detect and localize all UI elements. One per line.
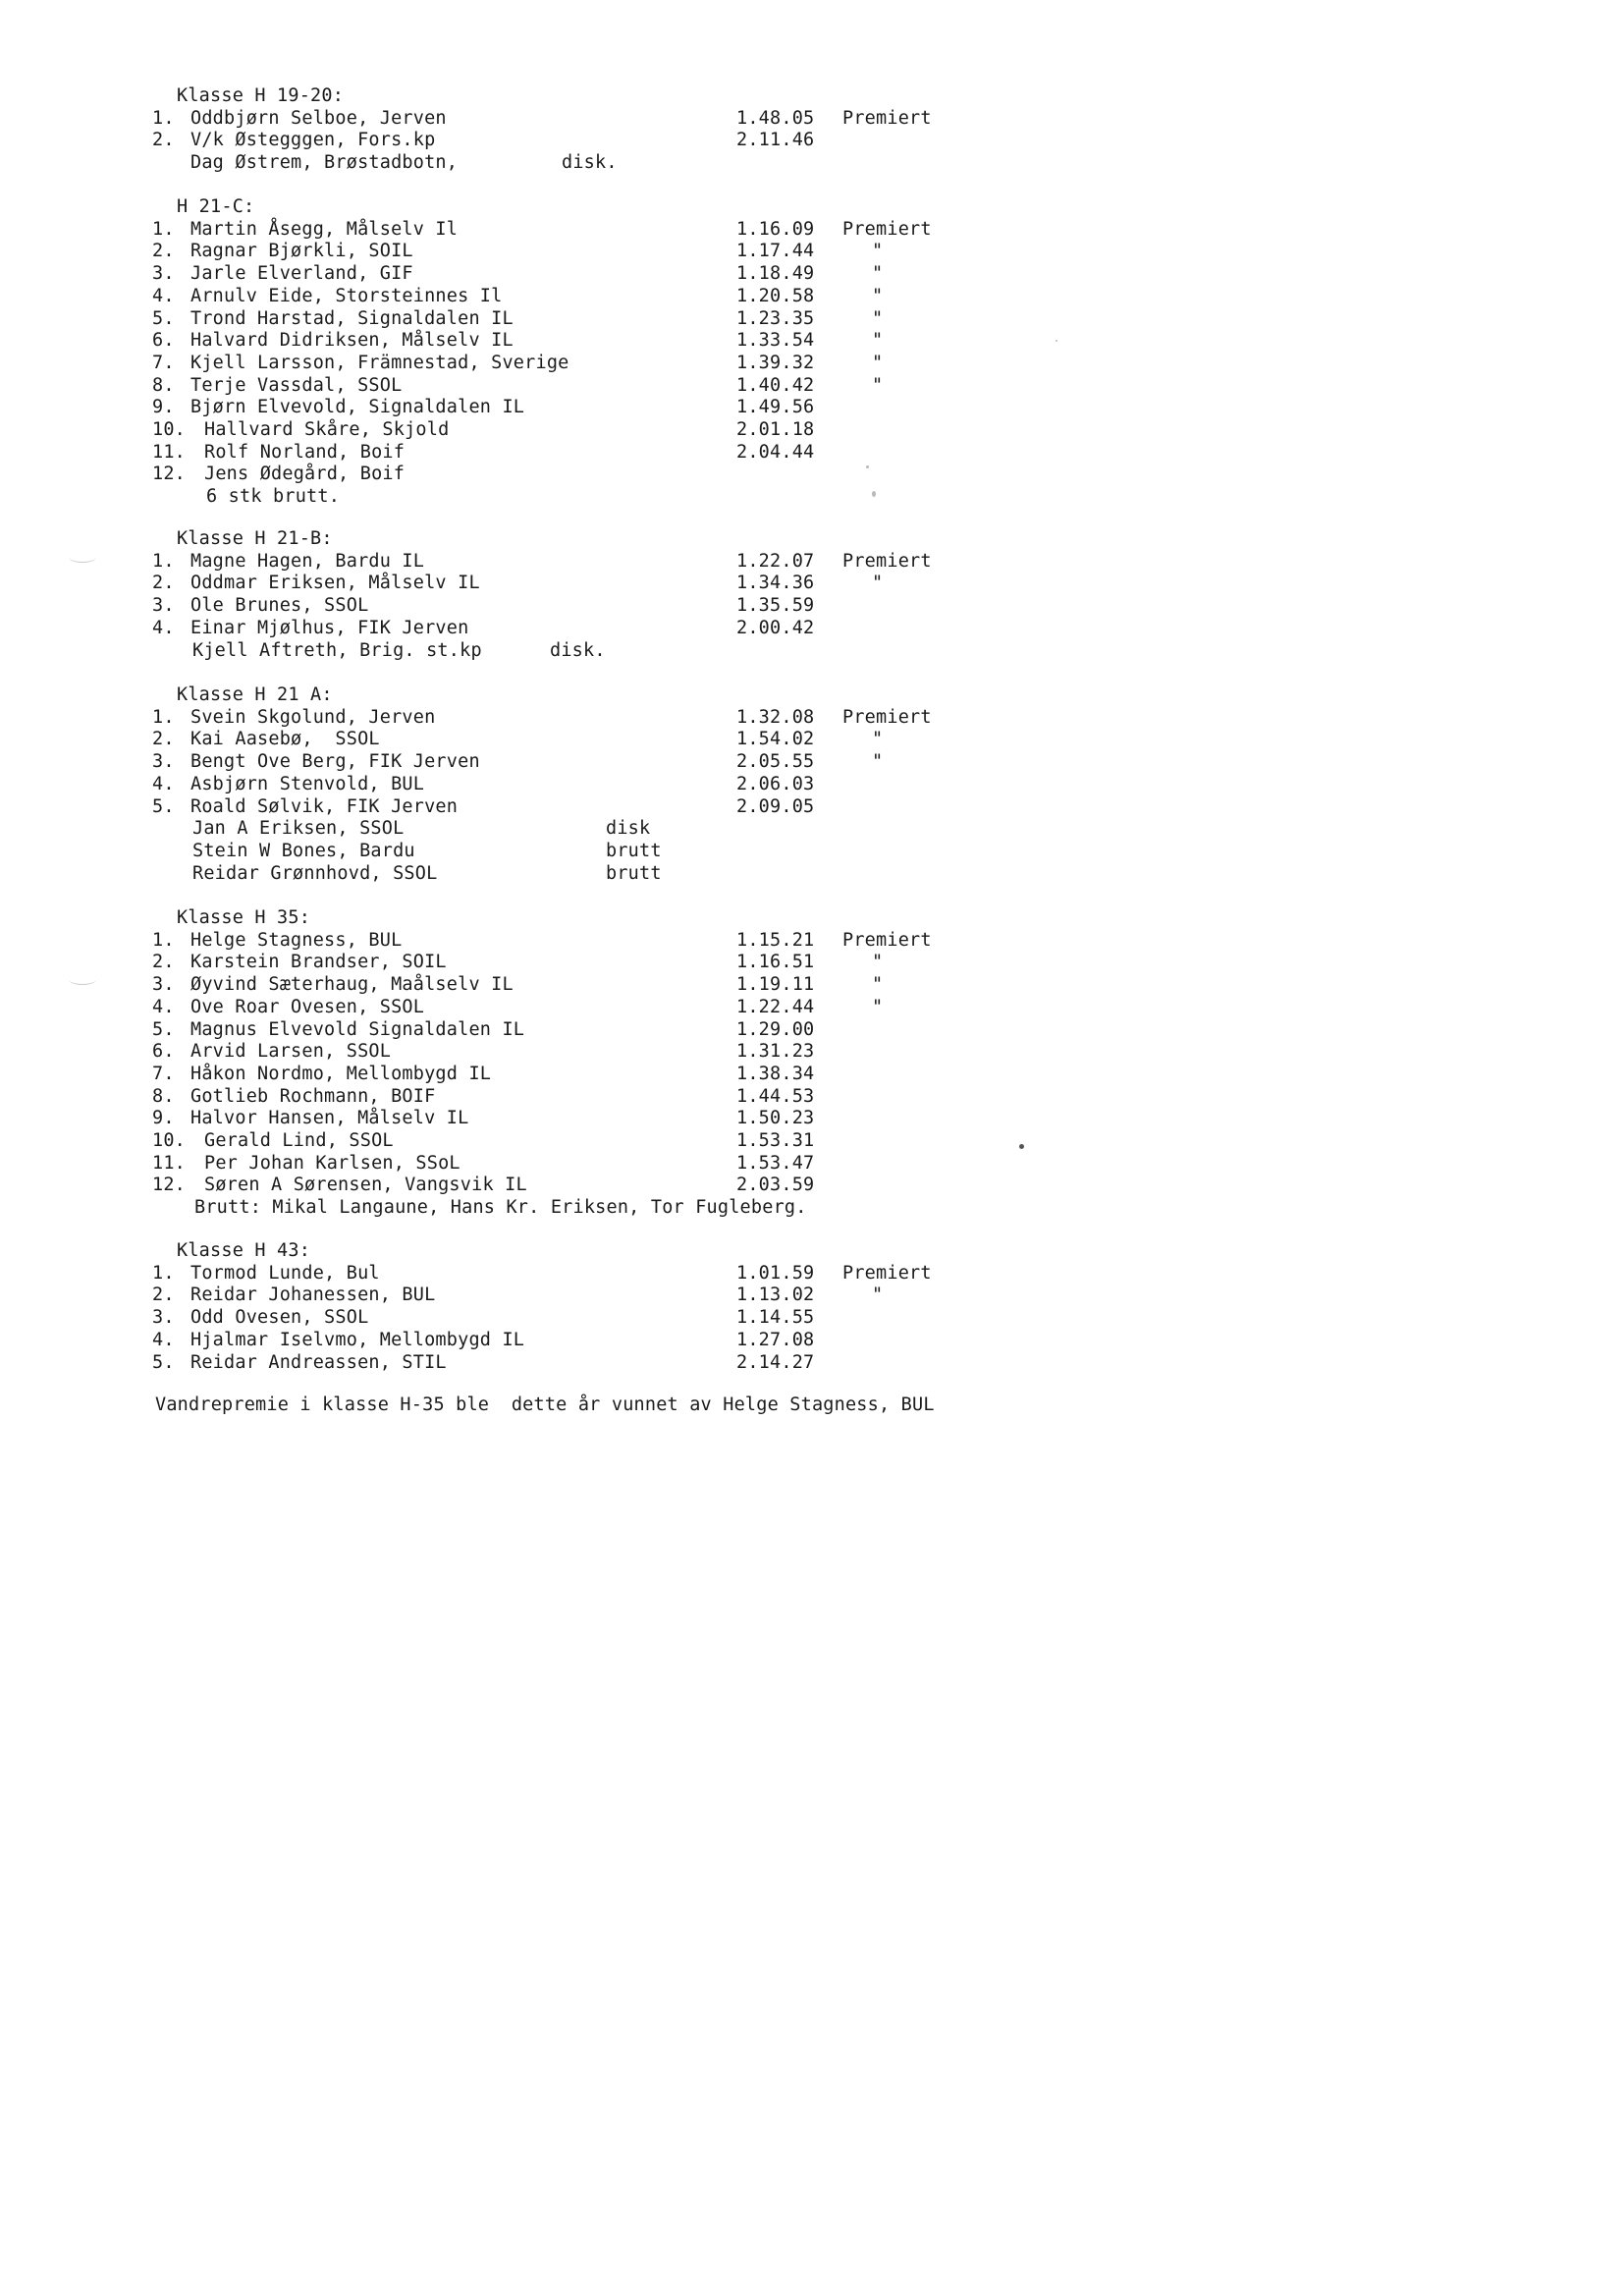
ditto-mark: " [872,330,884,352]
result-name: Halvor Hansen, Målselv IL [190,1108,469,1129]
result-rank: 2. [152,130,175,151]
class-heading: Klasse H 19-20: [177,85,345,106]
result-rank: 10. [152,1130,187,1151]
result-time: 1.50.23 [736,1108,815,1129]
result-rank: 6. [152,330,175,352]
result-name: V/k Østegggen, Fors.kp [190,130,436,151]
result-name: Einar Mjølhus, FIK Jerven [190,617,469,638]
result-time: 2.05.55 [736,751,815,773]
result-time: 1.19.11 [736,974,815,996]
result-rank: 4. [152,996,175,1017]
result-time: 1.33.54 [736,330,815,352]
result-rank: 12. [152,464,187,485]
unplaced-name: Jan A Eriksen, SSOL [192,818,405,840]
result-rank: 3. [152,1307,175,1329]
result-name: Karstein Brandser, SOIL [190,952,447,973]
result-rank: 9. [152,397,175,418]
result-time: 2.11.46 [736,130,815,151]
result-time: 1.16.09 [736,218,815,240]
scan-speck [866,465,869,468]
result-time: 1.49.56 [736,397,815,418]
result-name: Øyvind Sæterhaug, Maålselv IL [190,974,514,996]
result-time: 1.54.02 [736,729,815,750]
result-name: Ole Brunes, SSOL [190,595,369,617]
result-name: Søren A Sørensen, Vangsvik IL [204,1175,527,1196]
result-name: Magnus Elvevold Signaldalen IL [190,1018,525,1040]
unplaced-name: Stein W Bones, Bardu [192,840,415,861]
class-heading: H 21-C: [177,196,255,217]
unplaced-status: brutt [606,862,662,884]
result-time: 2.00.42 [736,617,815,638]
result-name: Ove Roar Ovesen, SSOL [190,996,425,1017]
award-note: Premiert [842,929,932,951]
result-time: 1.31.23 [736,1041,815,1063]
result-time: 1.15.21 [736,929,815,951]
award-note: Premiert [842,706,932,728]
result-rank: 4. [152,285,175,306]
result-time: 2.09.05 [736,795,815,817]
result-name: Kai Aasebø, SSOL [190,729,380,750]
result-rank: 4. [152,617,175,638]
result-name: Hallvard Skåre, Skjold [204,419,450,440]
result-name: Roald Sølvik, FIK Jerven [190,795,459,817]
result-name: Reidar Johanessen, BUL [190,1285,436,1306]
result-rank: 5. [152,1018,175,1040]
award-note: Premiert [842,107,932,129]
result-rank: 9. [152,1108,175,1129]
result-rank: 1. [152,107,175,129]
result-name: Per Johan Karlsen, SSoL [204,1152,460,1174]
ditto-mark: " [872,751,884,773]
result-rank: 3. [152,263,175,285]
ditto-mark: " [872,352,884,373]
award-note: Premiert [842,550,932,572]
result-rank: 3. [152,595,175,617]
class-heading: Klasse H 21-B: [177,528,333,549]
result-time: 1.22.44 [736,996,815,1017]
result-name: Gerald Lind, SSOL [204,1130,394,1151]
result-rank: 3. [152,974,175,996]
result-rank: 4. [152,1329,175,1350]
ditto-mark: " [872,263,884,285]
result-time: 1.18.49 [736,263,815,285]
result-time: 1.01.59 [736,1262,815,1284]
result-name: Gotlieb Rochmann, BOIF [190,1085,436,1107]
result-name: Jarle Elverland, GIF [190,263,413,285]
result-name: Tormod Lunde, Bul [190,1262,380,1284]
result-rank: 1. [152,929,175,951]
scan-speck [872,491,876,497]
ditto-mark: " [872,1285,884,1306]
result-time: 1.38.34 [736,1063,815,1084]
result-name: Hjalmar Iselvmo, Mellombygd IL [190,1329,525,1350]
closing-note: Vandrepremie i klasse H-35 ble dette år vunnet av Helge Stagness, BUL [155,1394,935,1415]
ditto-mark: " [872,285,884,306]
result-time: 1.13.02 [736,1285,815,1306]
result-name: Ragnar Bjørkli, SOIL [190,241,413,262]
unplaced-name: Kjell Aftreth, Brig. st.kp [192,639,482,661]
result-name: Halvard Didriksen, Målselv IL [190,330,514,352]
unplaced-status: disk. [550,639,606,661]
result-rank: 2. [152,1285,175,1306]
result-name: Rolf Norland, Boif [204,441,406,463]
result-time: 1.27.08 [736,1329,815,1350]
result-name: Arnulv Eide, Storsteinnes Il [190,285,503,306]
result-name: Arvid Larsen, SSOL [190,1041,392,1063]
result-rank: 8. [152,1085,175,1107]
result-rank: 5. [152,1351,175,1373]
unplaced-name: Reidar Grønnhovd, SSOL [192,862,438,884]
scan-speck [1056,340,1057,342]
result-rank: 8. [152,374,175,396]
result-name: Svein Skgolund, Jerven [190,706,436,728]
result-name: Helge Stagness, BUL [190,929,403,951]
result-time: 2.01.18 [736,419,815,440]
result-name: Oddmar Eriksen, Målselv IL [190,573,480,594]
class-heading: Klasse H 35: [177,907,311,928]
result-time: 2.03.59 [736,1175,815,1196]
result-time: 1.53.31 [736,1130,815,1151]
result-rank: 3. [152,751,175,773]
section-footnote: Brutt: Mikal Langaune, Hans Kr. Eriksen, Tor Fugleberg. [194,1197,807,1219]
award-note: Premiert [842,218,932,240]
ditto-mark: " [872,241,884,262]
scan-speck [1019,1144,1024,1149]
section-footnote: 6 stk brutt. [206,486,341,508]
result-rank: 2. [152,573,175,594]
result-rank: 10. [152,419,187,440]
result-name: Jens Ødegård, Boif [204,464,406,485]
class-heading: Klasse H 43: [177,1240,311,1261]
result-name: Oddbjørn Selboe, Jerven [190,107,447,129]
result-rank: 2. [152,241,175,262]
punch-mark [69,552,96,563]
result-rank: 2. [152,729,175,750]
result-time: 1.44.53 [736,1085,815,1107]
ditto-mark: " [872,952,884,973]
result-rank: 1. [152,1262,175,1284]
result-name: Odd Ovesen, SSOL [190,1307,369,1329]
result-rank: 5. [152,307,175,329]
ditto-mark: " [872,996,884,1017]
result-rank: 1. [152,706,175,728]
ditto-mark: " [872,573,884,594]
result-name: Bengt Ove Berg, FIK Jerven [190,751,480,773]
result-name: Magne Hagen, Bardu IL [190,550,425,572]
unplaced-status: disk [606,818,651,840]
result-rank: 12. [152,1175,187,1196]
result-time: 1.23.35 [736,307,815,329]
result-time: 1.17.44 [736,241,815,262]
result-name: Håkon Nordmo, Mellombygd IL [190,1063,492,1084]
unplaced-status: brutt [606,840,662,861]
ditto-mark: " [872,307,884,329]
result-time: 1.53.47 [736,1152,815,1174]
result-time: 1.14.55 [736,1307,815,1329]
result-time: 2.06.03 [736,773,815,794]
result-name: Kjell Larsson, Främnestad, Sverige [190,352,569,373]
result-time: 1.35.59 [736,595,815,617]
ditto-mark: " [872,374,884,396]
result-name: Martin Åsegg, Målselv Il [190,218,459,240]
result-name: Reidar Andreassen, STIL [190,1351,447,1373]
result-rank: 11. [152,1152,187,1174]
result-name: Asbjørn Stenvold, BUL [190,773,425,794]
punch-mark [69,974,96,985]
result-rank: 1. [152,218,175,240]
result-rank: 1. [152,550,175,572]
result-time: 1.39.32 [736,352,815,373]
result-name: Terje Vassdal, SSOL [190,374,403,396]
result-rank: 7. [152,352,175,373]
result-name: Trond Harstad, Signaldalen IL [190,307,514,329]
result-rank: 2. [152,952,175,973]
class-heading: Klasse H 21 A: [177,684,333,705]
result-rank: 11. [152,441,187,463]
result-time: 2.04.44 [736,441,815,463]
result-time: 2.14.27 [736,1351,815,1373]
result-name: Bjørn Elvevold, Signaldalen IL [190,397,525,418]
result-time: 1.34.36 [736,573,815,594]
unplaced-name: Dag Østrem, Brøstadbotn, [190,152,459,174]
result-time: 1.29.00 [736,1018,815,1040]
result-time: 1.32.08 [736,706,815,728]
result-time: 1.48.05 [736,107,815,129]
result-time: 1.22.07 [736,550,815,572]
unplaced-status: disk. [562,152,618,174]
result-rank: 4. [152,773,175,794]
result-rank: 6. [152,1041,175,1063]
ditto-mark: " [872,729,884,750]
result-rank: 5. [152,795,175,817]
award-note: Premiert [842,1262,932,1284]
result-time: 1.16.51 [736,952,815,973]
result-time: 1.20.58 [736,285,815,306]
result-rank: 7. [152,1063,175,1084]
result-time: 1.40.42 [736,374,815,396]
ditto-mark: " [872,974,884,996]
